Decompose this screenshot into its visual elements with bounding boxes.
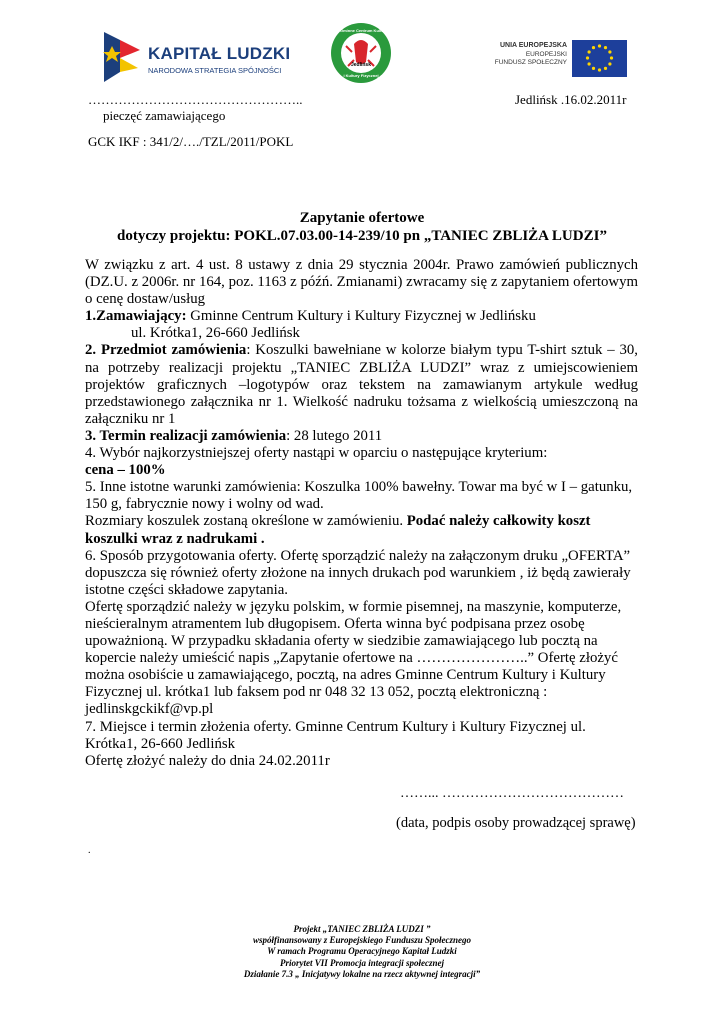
section-3-text: : 28 lutego 2011 [286, 427, 383, 444]
section-1 [85, 308, 638, 325]
footer-line-3: W ramach Programu Operacyjnego Kapitał Ludzki [267, 946, 457, 957]
stamp-dots: ………………………………………….. [88, 92, 303, 107]
section-6-more: Ofertę sporządzić należy w języku polskim, w formie pisemnej, na maszynie, komputerze, nieścieralnym atramentem lub długopisem. Oferta winna być podpisana przez osobę upoważnioną. W przypadku składania oferty w siedzibie zamawiającego lub pocztą na kopercie należy umieścić napis „Zapytanie ofertowe na …………………..” Ofertę złożyć można osobiście u zamawiającego, pocztą, na adres Gminne Centrum Kultury i Kultury Fizycznej ul. krótka1 lub faksem pod nr 048 32 13 052, pocztą elektroniczną : jedlinskgckikf@vp.pl [85, 598, 622, 718]
kapital-ludzki-star-icon [96, 28, 146, 86]
signature-caption: (data, podpis osoby prowadzącej sprawę) [396, 815, 636, 831]
intro-paragraph: W związku z art. 4 ust. 8 ustawy z dnia 29 stycznia 2004r. Prawo zamówień publicznych (DZ.U. z 2006r. nr 164, poz. 1163 z późń. Zmianami) zwracamy się z zapytaniem ofertowym o cenę dostaw/usług [85, 257, 638, 308]
eu-logo-line2: EUROPEJSKI [525, 50, 567, 58]
footer-line-1: Projekt „TANIEC ZBLIŻA LUDZI ” [293, 924, 431, 934]
gck-logo-bottom-text: i Kultury Fizycznej [343, 73, 379, 78]
gck-logo-top-text: Gminne Centrum Kultury [340, 28, 388, 33]
document-body [85, 257, 638, 770]
section-5-sizes [85, 513, 638, 547]
eu-flag-icon [572, 40, 627, 77]
section-4: 4. Wybór najkorzystniejszej oferty nastąpi w oparciu o następujące kryterium: [85, 445, 548, 462]
reference-number: GCK IKF : 341/2/…./TZL/2011/POKL [88, 134, 294, 149]
section-3-label: 3. Termin realizacji zamówienia [85, 427, 287, 444]
gck-logo [330, 22, 392, 84]
section-2-text: : Koszulki bawełniane w kolorze białym typu T-shirt sztuk – 30, na potrzeby realizacji projektu „TANIEC ZBLIŻA LUDZI” wraz z umiejscowieniem projektów graficznych –logotypów oraz tekstem na zamawianym artykule według przedstawionego załącznika nr 1. Wielkość nadruku tożsama z wielkością umieszczoną na załączniku nr 1 [85, 342, 638, 427]
criterion-text: cena – 100% [85, 462, 166, 479]
section-6: 6. Sposób przygotowania oferty. Ofertę sporządzić należy na załączonym druku „OFERTA” dopuszcza się również oferty złożone na innych drukach pod warunkiem , iż będą zawierały istotne części składowe zapytania. [85, 547, 631, 598]
section-7: 7. Miejsce i termin złożenia oferty. Gminne Centrum Kultury i Kultury Fizycznej ul. Krótka1, 26-660 Jedlińsk [85, 718, 586, 752]
eu-logo-line3: FUNDUSZ SPOŁECZNY [494, 59, 567, 66]
document-date: Jedlińsk .16.02.2011r [515, 92, 627, 107]
footer-line-2: współfinansowany z Europejskiego Funduszu Społecznego [252, 935, 472, 946]
section-1-address: ul. Krótka1, 26-660 Jedlińsk [131, 325, 300, 342]
section-5: 5. Inne istotne warunki zamówienia: Koszulka 100% bawełny. Towar ma być w I – gatunku, 150 g, fabrycznie nowy i wolny od wad. [85, 479, 633, 513]
document-title: Zapytanie ofertowe [299, 210, 425, 226]
gck-logo-middle-text: Jedlińsk [350, 62, 371, 68]
small-dot: . [88, 845, 91, 856]
signature-line: ……... ………………………………… [400, 786, 624, 801]
kapital-ludzki-title: KAPITAŁ LUDZKI [148, 44, 291, 63]
kapital-ludzki-subtitle: NARODOWA STRATEGIA SPÓJNOŚCI [148, 66, 282, 75]
section-4-criterion [85, 462, 638, 479]
section-1-text: Gminne Centrum Kultury i Kultury Fizycznej w Jedlińsku [186, 308, 536, 325]
kapital-ludzki-logo [96, 28, 296, 86]
section-1-label: 1.Zamawiający: [85, 308, 187, 325]
section-2-label: 2. Przedmiot zamówienia [85, 342, 247, 359]
section-3 [85, 428, 638, 445]
footer-line-5: Działanie 7.3 „ Inicjatywy lokalne na rzecz aktywnej integracji” [243, 968, 481, 979]
section-7-deadline: Ofertę złożyć należy do dnia 24.02.2011r [85, 752, 330, 769]
sizes-text: Rozmiary koszulek zostaną określone w zamówieniu. [85, 513, 407, 530]
stamp-label: pieczęć zamawiającego [103, 108, 226, 123]
total-cost-note: Podać należy całkowity koszt koszulki wraz z nadrukami . [85, 513, 591, 547]
footer [0, 924, 724, 980]
section-2 [85, 342, 638, 427]
eu-logo-text [495, 42, 567, 68]
eu-logo-line1: UNIA EUROPEJSKA [499, 42, 567, 49]
eu-logo [485, 40, 627, 80]
document-subtitle: dotyczy projektu: POKL.07.03.00-14-239/10 pn „TANIEC ZBLIŻA LUDZI” [117, 228, 607, 244]
footer-line-4: Priorytet VII Promocja integracji społecznej [280, 957, 444, 968]
